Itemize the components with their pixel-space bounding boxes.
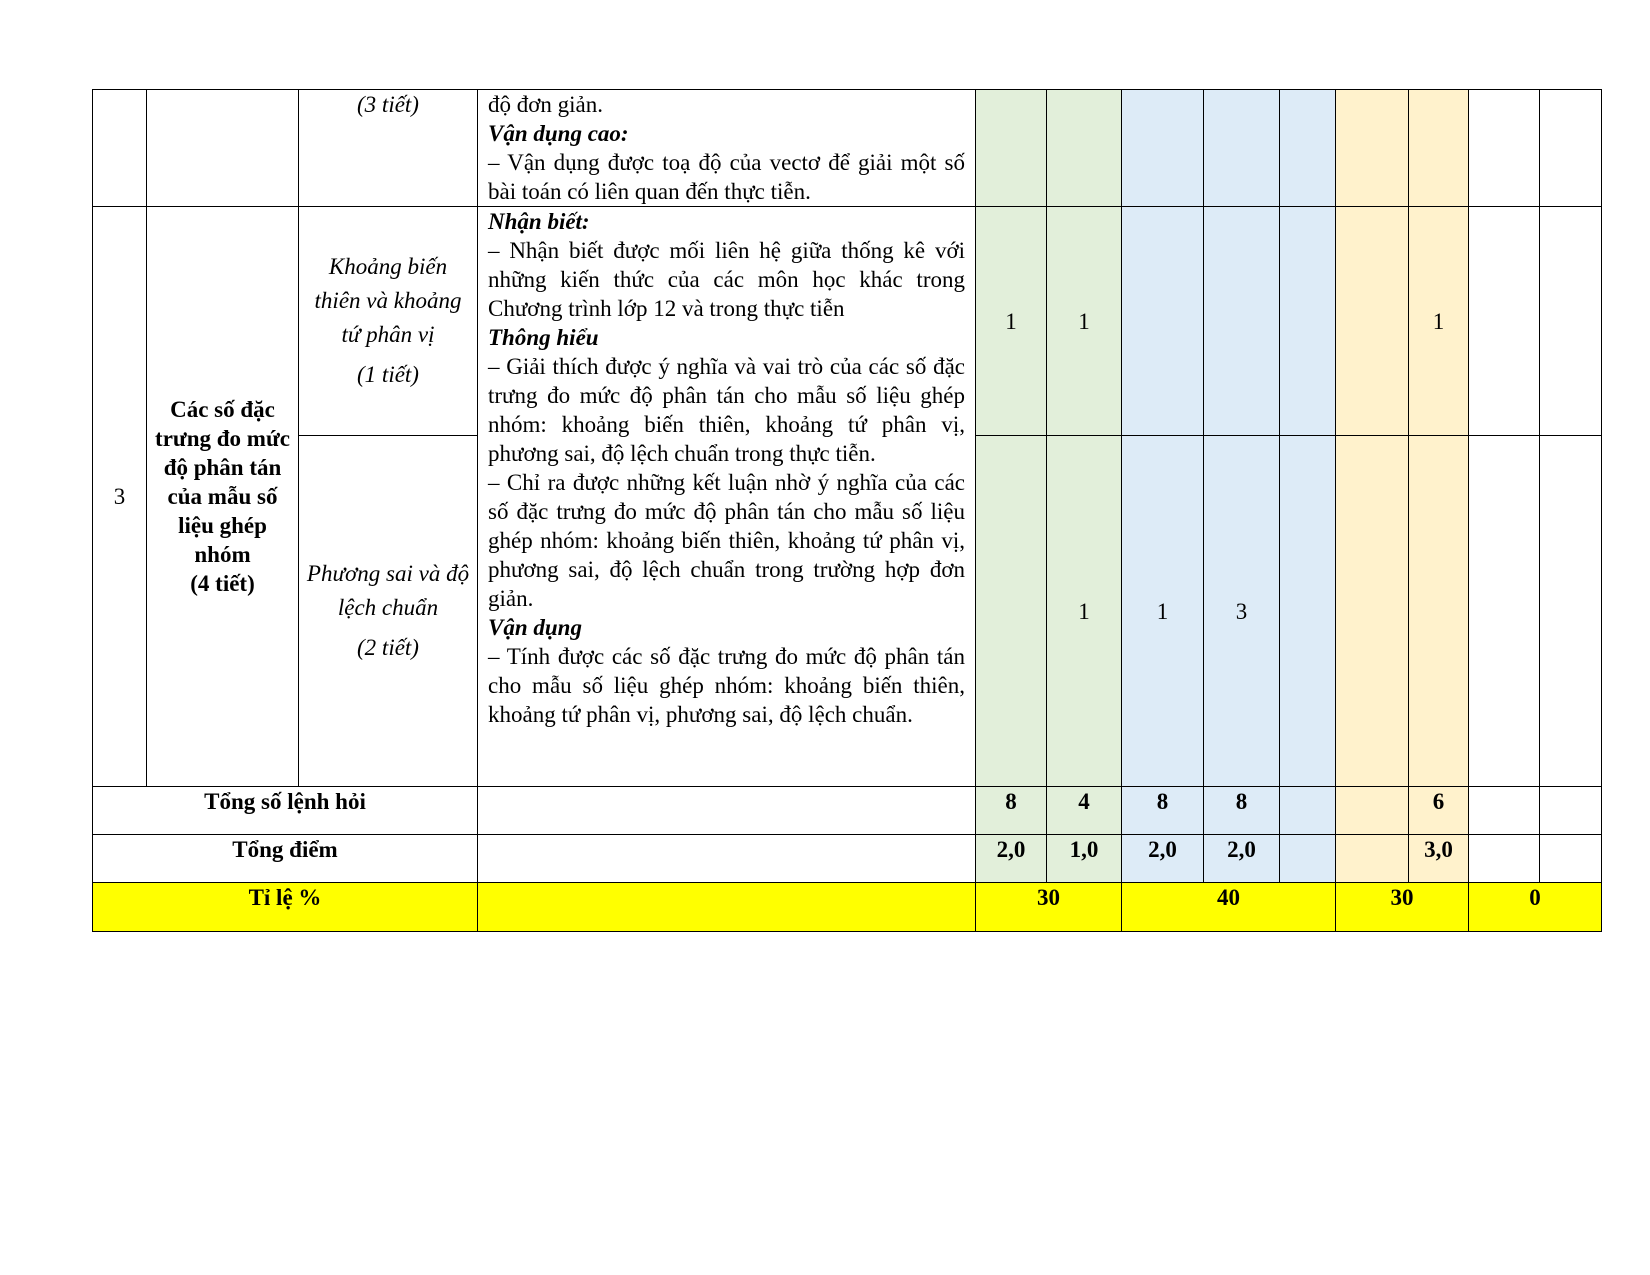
count-cell: [1469, 436, 1540, 787]
count-cell: 1: [976, 207, 1047, 436]
count-cell: [1122, 207, 1204, 436]
score-cell: 2,0: [1204, 835, 1280, 883]
count-cell: [1409, 436, 1469, 787]
score-cell: 3,0: [1409, 835, 1469, 883]
total-score-label: Tổng điểm: [93, 835, 478, 883]
table-row: [93, 90, 1602, 207]
count-cell: [1540, 436, 1602, 787]
count-cell: 3: [1204, 436, 1280, 787]
ratio-cell: 40: [1122, 883, 1336, 932]
ratio-cell: 0: [1469, 883, 1602, 932]
topic-name: Các số đặc trưng đo mức độ phân tán của mẫu số liệu ghép nhóm: [155, 397, 290, 567]
stt-cell: [93, 90, 147, 207]
count-cell: 1: [1409, 207, 1469, 436]
total-cell: 4: [1047, 787, 1122, 835]
topic-cell: [147, 207, 299, 787]
content-name: Khoảng biến thiên và khoảng tứ phân vị: [314, 254, 462, 347]
total-cell: [1469, 787, 1540, 835]
count-cell: [1540, 207, 1602, 436]
score-cell: 2,0: [976, 835, 1047, 883]
total-cell: 8: [1122, 787, 1204, 835]
level-heading: Thông hiểu: [488, 325, 599, 350]
count-cell: [1469, 207, 1540, 436]
count-cell: 1: [1047, 207, 1122, 436]
count-cell: [1336, 436, 1409, 787]
score-cell: [1336, 835, 1409, 883]
ratio-cell: 30: [1336, 883, 1469, 932]
score-cell: [1280, 835, 1336, 883]
score-cell: 1,0: [1047, 835, 1122, 883]
count-cell: [1204, 207, 1280, 436]
total-cell: 8: [1204, 787, 1280, 835]
score-cell: [1540, 835, 1602, 883]
topic-periods: (4 tiết): [190, 571, 255, 596]
count-cell: [1280, 207, 1336, 436]
total-cell: 6: [1409, 787, 1469, 835]
ratio-row: [93, 883, 1602, 932]
total-score-row: [93, 835, 1602, 883]
total-cell: [1280, 787, 1336, 835]
total-questions-label: Tổng số lệnh hỏi: [93, 787, 478, 835]
count-cell: [1280, 436, 1336, 787]
stt-cell: 3: [93, 207, 147, 787]
level-heading: Vận dụng: [488, 615, 582, 640]
total-cell: 8: [976, 787, 1047, 835]
content-periods: (1 tiết): [357, 362, 419, 387]
description-cell: độ đơn giản. Vận dụng cao: – Vận dụng được toạ độ của vectơ để giải một số bài toán có liên quan đến thực tiễn.: [478, 90, 976, 207]
specification-table: [92, 89, 1602, 932]
total-questions-row: [93, 787, 1602, 835]
content-cell: [299, 207, 478, 436]
content-name: Phương sai và độ lệch chuẩn: [306, 561, 470, 620]
content-cell: [299, 436, 478, 787]
ratio-label: Tỉ lệ %: [93, 883, 478, 932]
total-cell: [1336, 787, 1409, 835]
content-periods: (3 tiết): [299, 90, 478, 207]
count-cell: [1336, 207, 1409, 436]
count-cell: 1: [1047, 436, 1122, 787]
score-cell: 2,0: [1122, 835, 1204, 883]
count-cell: [976, 436, 1047, 787]
count-cell: 1: [1122, 436, 1204, 787]
table-row: [93, 207, 1602, 436]
description-cell: Nhận biết: – Nhận biết được mối liên hệ giữa thống kê với những kiến thức của các môn học khác trong Chương trình lớp 12 và trong thực tiễn Thông hiểu – Giải thích được ý nghĩa và vai trò của các số đặc trưng đo mức độ phân tán cho mẫu số liệu ghép nhóm: khoảng biến thiên, khoảng tứ phân vị, phương sai, độ lệch chuẩn trong thực tiễn. – Chỉ ra được những kết luận nhờ ý nghĩa của các số đặc trưng đo mức độ phân tán cho mẫu số liệu ghép nhóm: khoảng biến thiên, khoảng tứ phân vị, phương sai, độ lệch chuẩn trong trường hợp đơn giản. Vận dụng – Tính được các số đặc trưng đo mức độ phân tán cho mẫu số liệu ghép nhóm: khoảng biến thiên, khoảng tứ phân vị, phương sai, độ lệch chuẩn.: [478, 207, 976, 787]
total-cell: [1540, 787, 1602, 835]
content-periods: (2 tiết): [357, 635, 419, 660]
level-heading: Vận dụng cao:: [488, 121, 629, 146]
level-heading: Nhận biết:: [488, 209, 590, 234]
topic-cell: [147, 90, 299, 207]
ratio-cell: 30: [976, 883, 1122, 932]
score-cell: [1469, 835, 1540, 883]
